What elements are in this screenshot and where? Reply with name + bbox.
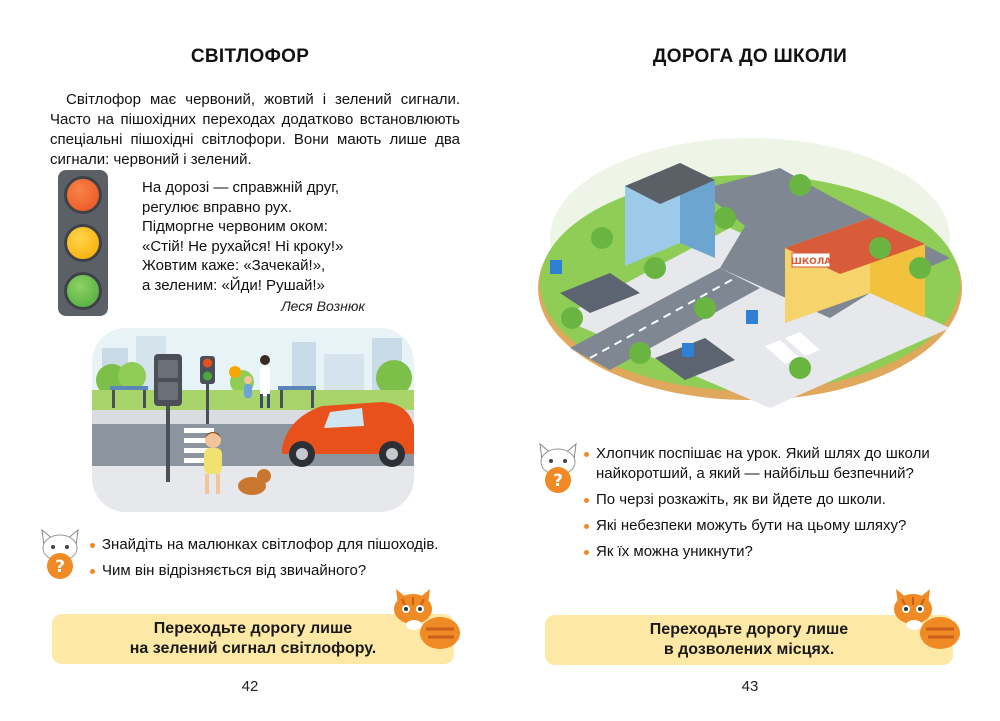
questions-list (584, 444, 954, 568)
poem-line: На дорозі — справжній друг, (142, 179, 340, 196)
question-item: Чим він відрізняється від звичайного? (90, 561, 470, 581)
rule-line: в дозволених місцях. (663, 641, 835, 658)
page-number: 42 (241, 678, 259, 695)
traffic-light-icon (58, 170, 108, 316)
poem-line: Жовтим каже: «Зачекай!», (142, 257, 326, 274)
route-to-school-map (530, 118, 970, 413)
rule-line: Переходьте дорогу лише (649, 621, 849, 638)
poem-line: «Стій! Не рухайся! Ні кроку!» (142, 237, 344, 255)
page-title: СВІТЛОФОР (190, 46, 310, 67)
school-sign: ШКОЛА (790, 257, 832, 267)
question-item: Як їх можна уникнути? (584, 542, 954, 562)
intro-paragraph: Світлофор має червоний, жовтий і зелений сигнали. Часто на пішохідних переходах додатково встановлюють спеціальні пішохідні світлофори. Вони мають лише два сигнали: червоний і зелений. (50, 91, 460, 168)
poem-author: Леся Вознюк (281, 298, 365, 314)
right-page (500, 0, 1000, 721)
svg-text:?: ? (55, 557, 65, 577)
rule-line: Переходьте дорогу лише (153, 620, 353, 637)
svg-text:?: ? (553, 471, 563, 491)
poem-line: Підморгне червоним оком: (142, 218, 328, 235)
poem-line: а зеленим: «Йди! Рушай!» (142, 276, 325, 294)
question-item: По черзі розкажіть, як ви йдете до школи. (584, 490, 954, 510)
green-lamp (64, 272, 102, 310)
red-lamp (64, 176, 102, 214)
question-item: Знайдіть на малюнках світлофор для пішоходів. (90, 535, 470, 555)
poem-line: регулює вправно рух. (142, 198, 293, 216)
crosswalk-illustration (92, 328, 414, 512)
rule-line: на зелений сигнал світлофору. (129, 640, 377, 657)
poem (142, 178, 382, 295)
yellow-lamp (64, 224, 102, 262)
cat-icon (384, 585, 464, 659)
page-title: ДОРОГА ДО ШКОЛИ (652, 46, 848, 67)
questions-list (90, 535, 470, 587)
question-item: Які небезпеки можуть бути на цьому шляху? (584, 516, 954, 536)
cat-icon (884, 585, 964, 659)
question-item: Хлопчик поспішає на урок. Який шлях до школи найкоротший, а який — найбільш безпечний? (584, 444, 954, 484)
page-number: 43 (741, 678, 759, 695)
question-cat-icon (536, 440, 580, 500)
question-cat-icon (38, 526, 82, 586)
